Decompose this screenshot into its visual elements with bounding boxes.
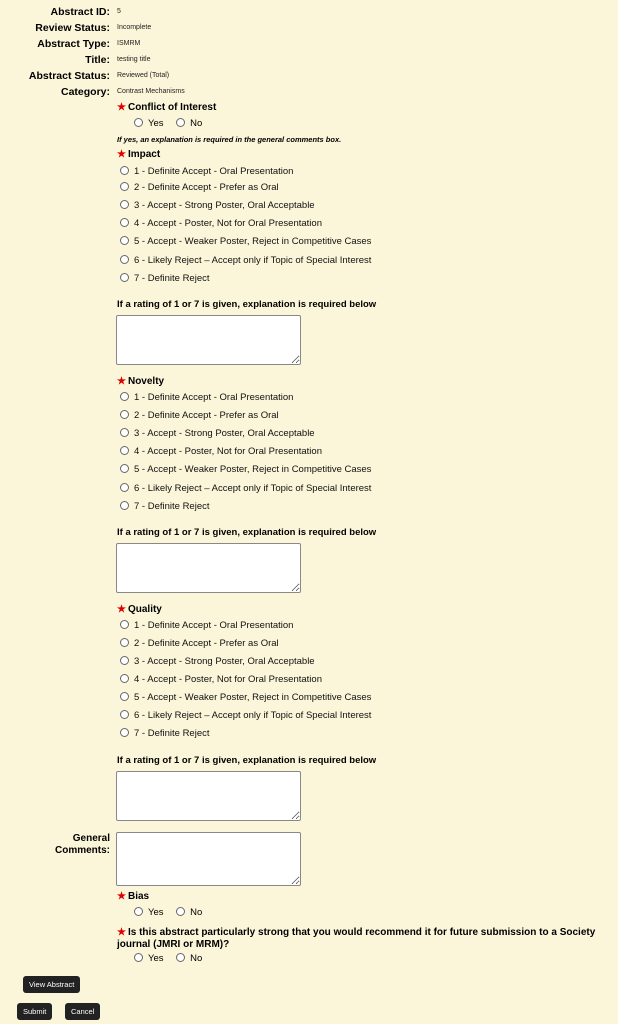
radio-icon[interactable] — [120, 182, 129, 191]
radio-icon[interactable] — [120, 392, 129, 401]
submit-button[interactable]: Submit — [17, 1003, 52, 1020]
novelty-title — [117, 376, 164, 387]
info-label: Abstract Status: — [28, 70, 110, 82]
info-value: testing title — [117, 56, 151, 63]
radio-icon[interactable] — [120, 728, 129, 737]
journal-recommendation-text: Is this abstract particularly strong that you would recommend it for future submission to a Society journal (JMRI or MRM)? — [117, 927, 596, 950]
quality-option-5[interactable]: 5 - Accept - Weaker Poster, Reject in Competitive Cases — [120, 692, 371, 703]
required-star-icon: ★ — [117, 927, 126, 938]
impact-explain-label: If a rating of 1 or 7 is given, explanation is required below — [117, 299, 377, 310]
general-comments-label-line2: Comments: — [54, 845, 110, 856]
novelty-option-6[interactable]: 6 - Likely Reject – Accept only if Topic of Special Interest — [120, 483, 371, 494]
novelty-option-3[interactable]: 3 - Accept - Strong Poster, Oral Acceptable — [120, 428, 315, 439]
quality-option-3[interactable]: 3 - Accept - Strong Poster, Oral Acceptable — [120, 656, 315, 667]
novelty-option-7[interactable]: 7 - Definite Reject — [120, 501, 210, 512]
novelty-title-text: Novelty — [127, 376, 165, 387]
coi-yes-label: Yes — [148, 118, 164, 129]
quality-option-1[interactable]: 1 - Definite Accept - Oral Presentation — [120, 620, 293, 631]
info-row-category — [0, 86, 618, 100]
radio-icon[interactable] — [120, 428, 129, 437]
radio-icon[interactable] — [120, 410, 129, 419]
journal-no-label: No — [190, 953, 203, 964]
required-star-icon: ★ — [117, 604, 126, 615]
coi-title — [117, 102, 216, 113]
radio-icon[interactable] — [120, 710, 129, 719]
bias-no-radio[interactable] — [176, 907, 185, 916]
impact-option-3[interactable]: 3 - Accept - Strong Poster, Oral Acceptable — [120, 200, 315, 211]
journal-recommendation-title — [117, 927, 617, 951]
radio-icon[interactable] — [120, 674, 129, 683]
impact-option-1[interactable]: 1 - Definite Accept - Oral Presentation — [120, 166, 293, 177]
impact-option-4[interactable]: 4 - Accept - Poster, Not for Oral Presentation — [120, 218, 322, 229]
info-value: Reviewed (Total) — [117, 72, 170, 79]
info-label: Category: — [60, 86, 110, 98]
bias-choices — [134, 907, 212, 918]
impact-option-6[interactable]: 6 - Likely Reject – Accept only if Topic of Special Interest — [120, 255, 371, 266]
info-label: Abstract Type: — [37, 38, 110, 50]
radio-icon[interactable] — [120, 656, 129, 665]
journal-yes-label: Yes — [148, 953, 164, 964]
novelty-option-1[interactable]: 1 - Definite Accept - Oral Presentation — [120, 392, 293, 403]
quality-explain-label: If a rating of 1 or 7 is given, explanation is required below — [117, 755, 377, 766]
info-label: Title: — [85, 54, 110, 66]
quality-option-6[interactable]: 6 - Likely Reject – Accept only if Topic of Special Interest — [120, 710, 371, 721]
radio-icon[interactable] — [120, 236, 129, 245]
quality-option-7[interactable]: 7 - Definite Reject — [120, 728, 210, 739]
info-row-abstract-type — [0, 38, 618, 52]
radio-icon[interactable] — [120, 166, 129, 175]
radio-icon[interactable] — [120, 464, 129, 473]
journal-recommendation-choices — [134, 953, 212, 964]
general-comments-label-line1: General — [72, 833, 110, 844]
required-star-icon: ★ — [117, 891, 126, 902]
impact-option-5[interactable]: 5 - Accept - Weaker Poster, Reject in Competitive Cases — [120, 236, 371, 247]
impact-option-2[interactable]: 2 - Definite Accept - Prefer as Oral — [120, 182, 279, 193]
radio-icon[interactable] — [120, 483, 129, 492]
info-row-review-status — [0, 22, 618, 36]
general-comments-label — [55, 833, 110, 857]
impact-title — [117, 149, 160, 160]
novelty-option-2[interactable]: 2 - Definite Accept - Prefer as Oral — [120, 410, 279, 421]
required-star-icon: ★ — [117, 149, 126, 160]
journal-yes-radio[interactable] — [134, 953, 143, 962]
quality-option-4[interactable]: 4 - Accept - Poster, Not for Oral Presentation — [120, 674, 322, 685]
view-abstract-button[interactable]: View Abstract — [23, 976, 80, 993]
quality-option-2[interactable]: 2 - Definite Accept - Prefer as Oral — [120, 638, 279, 649]
coi-no-label: No — [190, 118, 203, 129]
bias-yes-label: Yes — [148, 907, 164, 918]
radio-icon[interactable] — [120, 218, 129, 227]
info-row-abstract-id — [0, 6, 618, 20]
coi-choices — [134, 118, 212, 129]
bias-title-text: Bias — [127, 891, 150, 902]
bias-no-label: No — [190, 907, 203, 918]
novelty-option-4[interactable]: 4 - Accept - Poster, Not for Oral Presentation — [120, 446, 322, 457]
journal-no-radio[interactable] — [176, 953, 185, 962]
quality-title-text: Quality — [127, 604, 162, 615]
radio-icon[interactable] — [120, 446, 129, 455]
radio-icon[interactable] — [120, 200, 129, 209]
info-value: 5 — [117, 8, 121, 15]
coi-title-text: Conflict of Interest — [127, 102, 217, 113]
bias-title — [117, 891, 149, 902]
radio-icon[interactable] — [120, 501, 129, 510]
radio-icon[interactable] — [120, 273, 129, 282]
required-star-icon: ★ — [117, 102, 126, 113]
info-row-abstract-status — [0, 70, 618, 84]
radio-icon[interactable] — [120, 620, 129, 629]
quality-title — [117, 604, 162, 615]
coi-note: If yes, an explanation is required in the general comments box. — [117, 135, 342, 144]
novelty-option-5[interactable]: 5 - Accept - Weaker Poster, Reject in Competitive Cases — [120, 464, 371, 475]
impact-option-7[interactable]: 7 - Definite Reject — [120, 273, 210, 284]
quality-explanation-textarea[interactable] — [116, 771, 301, 821]
radio-icon[interactable] — [120, 692, 129, 701]
general-comments-textarea[interactable] — [116, 832, 301, 886]
radio-icon[interactable] — [120, 255, 129, 264]
novelty-explain-label: If a rating of 1 or 7 is given, explanation is required below — [117, 527, 377, 538]
bias-yes-radio[interactable] — [134, 907, 143, 916]
coi-yes-radio[interactable] — [134, 118, 143, 127]
info-value: Contrast Mechanisms — [117, 88, 185, 95]
radio-icon[interactable] — [120, 638, 129, 647]
required-star-icon: ★ — [117, 376, 126, 387]
info-row-title — [0, 54, 618, 68]
info-value: ISMRM — [117, 40, 141, 47]
coi-no-radio[interactable] — [176, 118, 185, 127]
cancel-button[interactable]: Cancel — [65, 1003, 100, 1020]
impact-explanation-textarea[interactable] — [116, 315, 301, 365]
info-label: Abstract ID: — [50, 6, 110, 18]
info-value: Incomplete — [117, 24, 152, 31]
novelty-explanation-textarea[interactable] — [116, 543, 301, 593]
impact-title-text: Impact — [127, 149, 161, 160]
info-label: Review Status: — [35, 22, 110, 34]
